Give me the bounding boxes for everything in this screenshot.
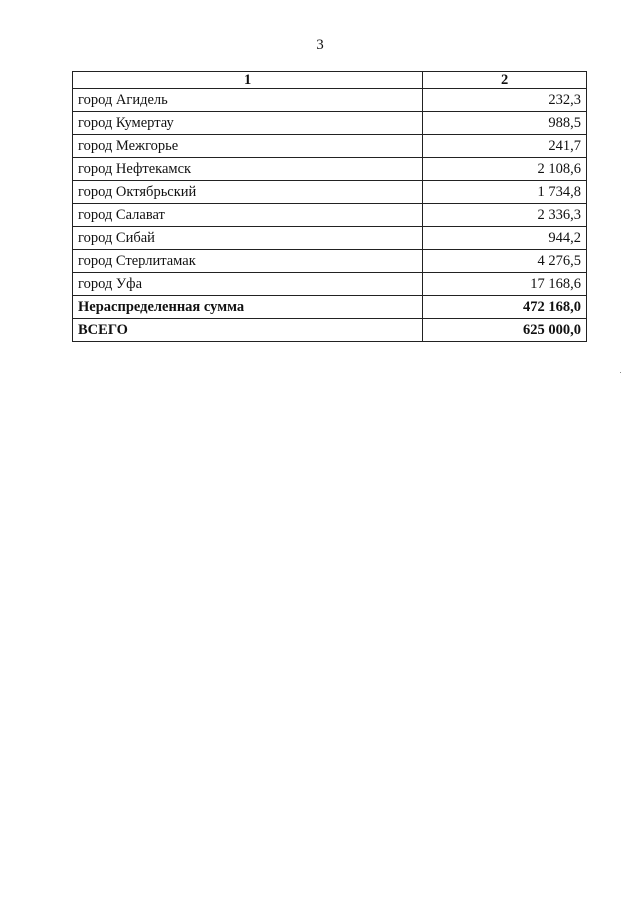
table-row [73, 135, 587, 158]
city-name-cell: город Нефтекамск [73, 158, 423, 181]
table-row [73, 158, 587, 181]
amount-cell: 944,2 [423, 227, 587, 250]
amount-cell: 2 336,3 [423, 204, 587, 227]
amount-cell: 241,7 [423, 135, 587, 158]
unallocated-row [73, 296, 587, 319]
table-row [73, 273, 587, 296]
total-row [73, 319, 587, 342]
page-number: 3 [316, 37, 324, 53]
amount-cell: 232,3 [423, 89, 587, 112]
unallocated-amount: 472 168,0 [423, 296, 587, 319]
scan-speck [620, 372, 621, 373]
city-name-cell: город Салават [73, 204, 423, 227]
city-name-cell: город Уфа [73, 273, 423, 296]
city-name-cell: город Октябрьский [73, 181, 423, 204]
table-row [73, 204, 587, 227]
table-row [73, 250, 587, 273]
city-name-cell: город Стерлитамак [73, 250, 423, 273]
table-row [73, 181, 587, 204]
table-row [73, 227, 587, 250]
city-name-cell: город Агидель [73, 89, 423, 112]
table-row [73, 112, 587, 135]
total-amount: 625 000,0 [423, 319, 587, 342]
city-name-cell: город Сибай [73, 227, 423, 250]
table-header-row [73, 72, 587, 89]
city-name-cell: город Межгорье [73, 135, 423, 158]
total-label: ВСЕГО [73, 319, 423, 342]
unallocated-label: Нераспределенная сумма [73, 296, 423, 319]
amount-cell: 2 108,6 [423, 158, 587, 181]
amount-cell: 1 734,8 [423, 181, 587, 204]
amount-cell: 988,5 [423, 112, 587, 135]
column-header-1: 1 [73, 72, 423, 89]
data-table [72, 71, 587, 342]
city-name-cell: город Кумертау [73, 112, 423, 135]
table-row [73, 89, 587, 112]
amount-cell: 4 276,5 [423, 250, 587, 273]
column-header-2: 2 [423, 72, 587, 89]
amount-cell: 17 168,6 [423, 273, 587, 296]
